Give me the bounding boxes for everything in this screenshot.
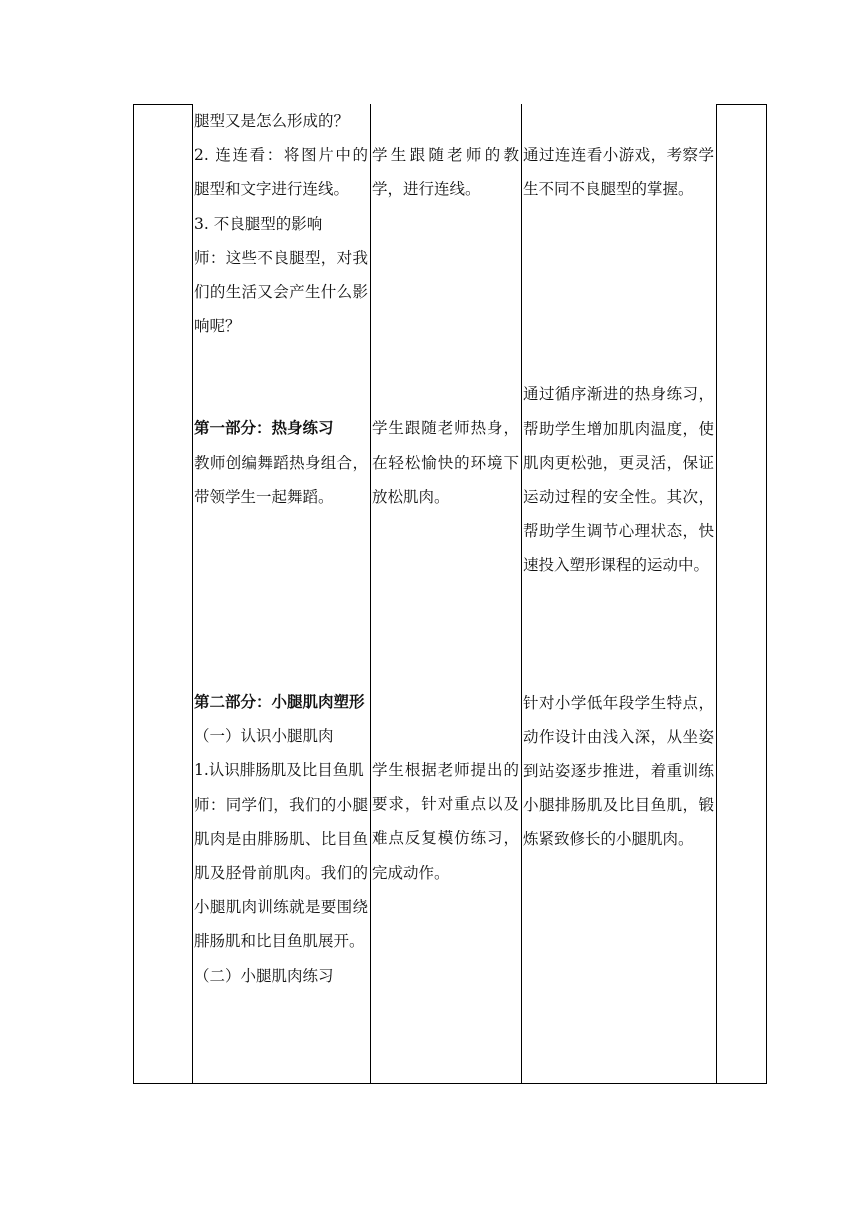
intent-text: 针对小学低年段学生特点，动作设计由浅入深，从坐姿到站姿逐步推进，着重训练小腿排肠肌及比目鱼肌，锻炼紧致修长的小腿肌肉。: [523, 693, 714, 849]
student-text: 学生根据老师提出的要求，针对重点以及难点反复模仿练习，完成动作。: [372, 761, 519, 882]
spacer: [372, 514, 519, 753]
lesson-text: 3. 不良腿型的影响: [194, 214, 323, 233]
column-divider-2: [370, 104, 371, 1084]
teacher-activity-cell: [194, 104, 368, 993]
table-border-bottom: [133, 1083, 767, 1084]
student-activity-cell: [372, 104, 519, 890]
table-border-right: [766, 104, 767, 1084]
spacer: [523, 583, 714, 686]
lesson-text: 师：同学们，我们的小腿肌肉是由腓肠肌、比目鱼肌及胫骨前肌肉。我们的小腿肌肉训练就是要围绕腓肠肌和比目鱼肌展开。: [194, 795, 368, 951]
intent-text: 通过连连看小游戏，考察学生不同不良腿型的掌握。: [523, 146, 714, 199]
section-heading: 第二部分：小腿肌肉塑形: [194, 692, 365, 712]
lesson-text: 师：这些不良腿型，对我们的生活又会产生什么影响呢？: [194, 248, 368, 336]
lesson-text: 教师创编舞蹈热身组合，带领学生一起舞蹈。: [194, 453, 368, 506]
student-text: 学生跟随老师热身，在轻松愉快的环境下放松肌肉。: [372, 419, 519, 506]
lesson-text: 1.认识腓肠肌及比目鱼肌: [194, 761, 364, 780]
spacer: [523, 206, 714, 377]
column-divider-3: [521, 104, 522, 1084]
spacer: [194, 514, 368, 685]
column-divider-1: [192, 104, 193, 1084]
subsection-heading: （二）小腿肌肉练习: [194, 966, 334, 985]
spacer: [372, 206, 519, 411]
column-divider-4: [716, 104, 717, 1084]
section-heading: 第一部分：热身练习: [194, 418, 334, 438]
spacer: [194, 343, 368, 411]
design-intent-cell: [523, 104, 714, 857]
student-text: 学生跟随老师的教学，进行连线。: [372, 146, 519, 199]
table-border-top-right: [716, 104, 767, 105]
table-border-left: [133, 104, 134, 1084]
lesson-text: 腿型又是怎么形成的？: [194, 112, 350, 130]
spacer: [372, 104, 519, 138]
lesson-plan-table: [133, 104, 767, 1084]
lesson-text: 2. 连连看：将图片中的腿型和文字进行连线。: [194, 146, 368, 199]
table-border-top-left: [133, 104, 192, 105]
subsection-heading: （一）认识小腿肌肉: [194, 727, 334, 746]
spacer: [523, 104, 714, 138]
intent-text: 通过循序渐进的热身练习，帮助学生增加肌肉温度，使肌肉更松弛，更灵活，保证运动过程的安全性。其次，帮助学生调节心理状态，快速投入塑形课程的运动中。: [523, 385, 714, 575]
